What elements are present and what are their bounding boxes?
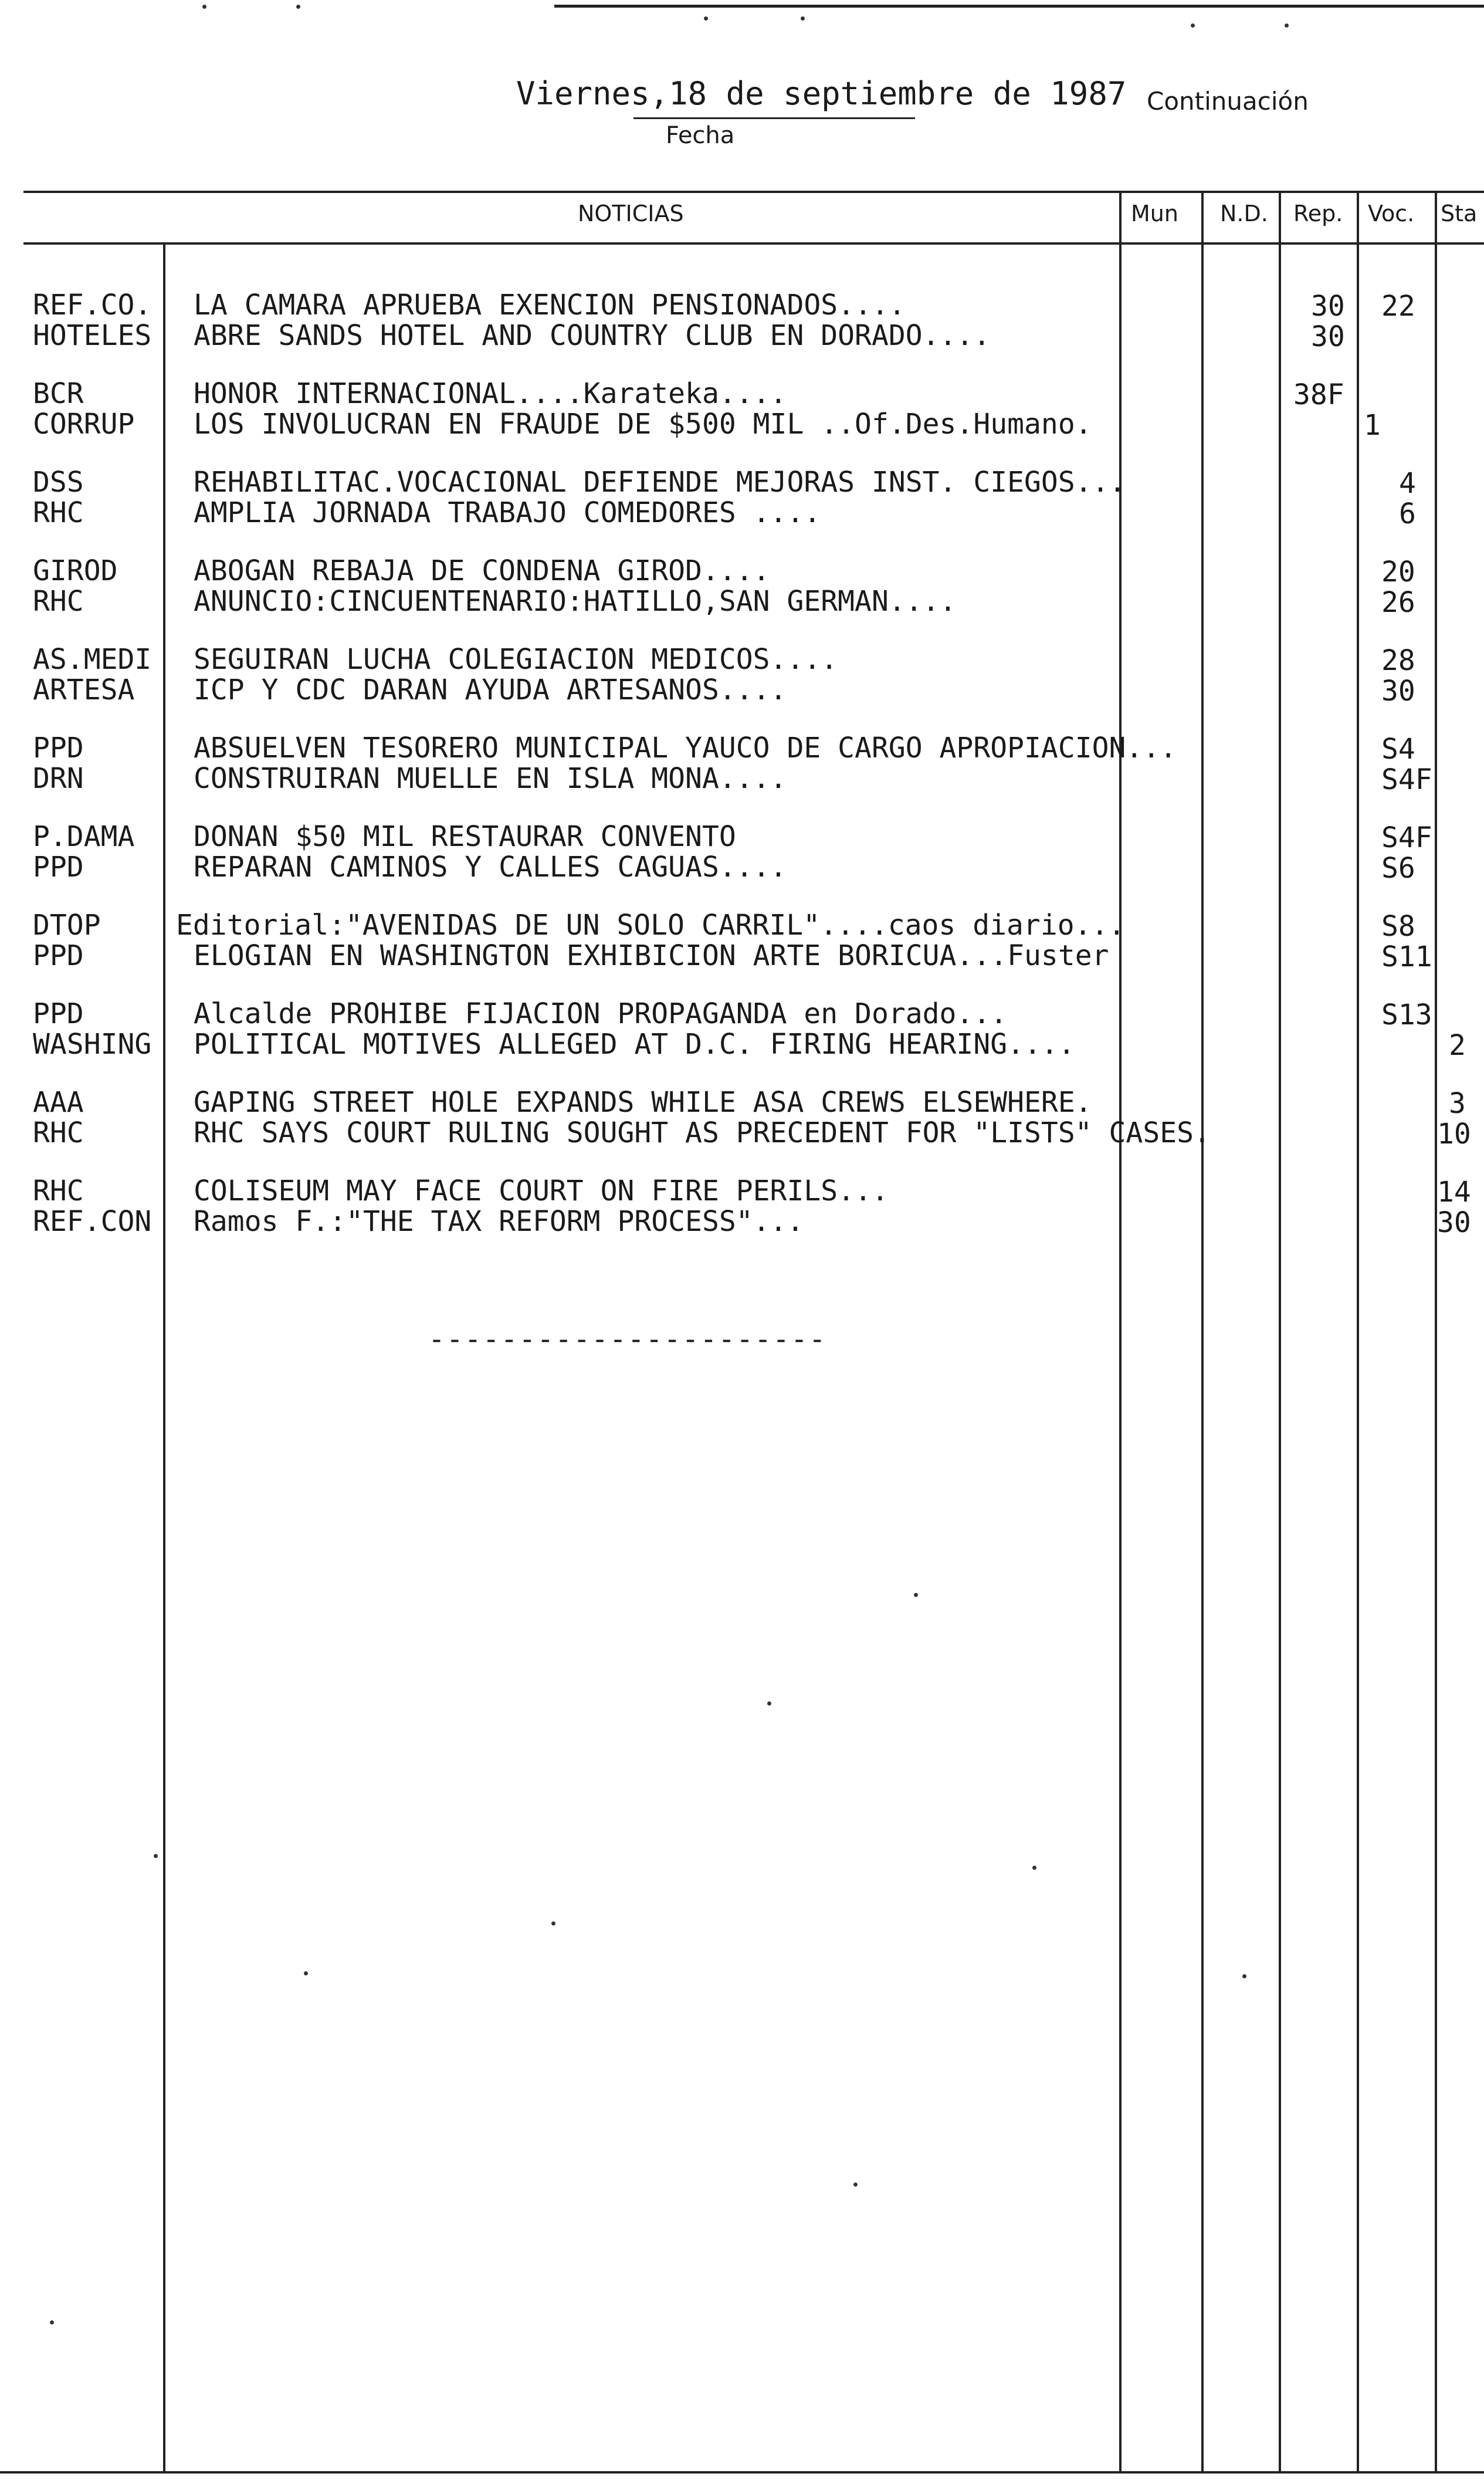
row-code: PPD [33,997,84,1030]
row-title: ABSUELVEN TESORERO MUNICIPAL YAUCO DE CARGO APROPIACION... [194,732,1177,764]
continuation-label: Continuación [1147,87,1309,116]
row-title: ABRE SANDS HOTEL AND COUNTRY CLUB EN DORADO.... [194,319,991,352]
row-title: LA CAMARA APRUEBA EXENCION PENSIONADOS.... [194,289,906,322]
column-header-nd: N.D. [1220,201,1268,226]
row-title: SEGUIRAN LUCHA COLEGIACION MEDICOS.... [194,643,838,676]
scan-speck [853,2183,858,2187]
scan-speck [202,5,206,9]
top-edge-line [554,5,1484,8]
scan-speck [1242,1974,1246,1978]
voc-column-divider [1357,191,1359,2472]
row-title: Alcalde PROHIBE FIJACION PROPAGANDA en Dorado... [194,997,1008,1030]
row-code: AAA [33,1086,84,1119]
row-title: AMPLIA JORNADA TRABAJO COMEDORES .... [194,496,821,529]
scan-speck [304,1971,308,1975]
row-rep: 30 [1311,290,1345,323]
row-code: CORRUP [33,408,135,441]
row-voc: S8 [1381,910,1415,943]
row-code: DSS [33,466,84,499]
scan-speck [154,1854,158,1858]
row-code: HOTELES [33,319,152,352]
scan-speck [914,1593,918,1597]
row-star: 2 [1449,1029,1466,1062]
row-title: HONOR INTERNACIONAL....Karateka.... [194,377,787,410]
column-header-rep: Rep. [1293,201,1343,226]
row-star: 3 [1449,1087,1466,1120]
row-title: GAPING STREET HOLE EXPANDS WHILE ASA CREWS ELSEWHERE. [194,1086,1092,1119]
row-voc: S6 [1381,852,1415,885]
row-code: ARTESA [33,674,135,706]
row-code: RHC [33,1175,84,1207]
row-title: REPARAN CAMINOS Y CALLES CAGUAS.... [194,851,787,884]
row-code: PPD [33,732,84,764]
scan-speck [767,1701,771,1706]
row-title: ABOGAN REBAJA DE CONDENA GIROD.... [194,554,770,587]
column-header-mun: Mun [1131,201,1178,226]
row-voc: 1 [1364,409,1381,442]
row-title: Editorial:"AVENIDAS DE UN SOLO CARRIL"....caos diario... [176,909,1126,942]
scan-speck [1032,1866,1036,1870]
row-voc: S4F [1381,821,1432,854]
row-title: POLITICAL MOTIVES ALLEGED AT D.C. FIRING HEARING.... [194,1028,1075,1061]
row-star: 30 [1437,1206,1471,1239]
table-bottom-rule [0,2471,1484,2474]
column-header-star: Sta [1441,201,1478,226]
scan-speck [1285,23,1289,28]
row-title: RHC SAYS COURT RULING SOUGHT AS PRECEDENT FOR "LISTS" CASES. [194,1116,1211,1149]
row-star: 10 [1437,1118,1471,1151]
row-title: ICP Y CDC DARAN AYUDA ARTESANOS.... [194,674,787,706]
row-voc: 6 [1399,498,1416,530]
row-voc: S11 [1381,940,1432,973]
scan-speck [551,1921,555,1926]
date-label: Fecha [666,122,735,149]
row-code: WASHING [33,1028,152,1061]
column-header-voc: Voc. [1368,201,1415,226]
scan-speck [1191,23,1195,28]
row-code: RHC [33,585,84,618]
row-code: PPD [33,939,84,972]
row-code: RHC [33,496,84,529]
row-voc: S4 [1381,733,1415,766]
row-voc: 26 [1381,586,1415,619]
row-title: ANUNCIO:CINCUENTENARIO:HATILLO,SAN GERMAN.... [194,585,957,618]
row-voc: 22 [1381,290,1415,323]
row-code: P.DAMA [33,820,135,853]
row-voc: 28 [1381,644,1415,677]
scan-speck [50,2320,54,2324]
row-title: CONSTRUIRAN MUELLE EN ISLA MONA.... [194,762,787,795]
row-voc: 4 [1399,467,1416,500]
row-code: AS.MEDI [33,643,152,676]
nd-column-divider [1201,191,1204,2472]
row-title: COLISEUM MAY FACE COURT ON FIRE PERILS... [194,1175,889,1207]
row-rep: 30 [1311,320,1345,353]
scan-speck [801,16,805,21]
date-underline [633,117,915,119]
row-title: ELOGIAN EN WASHINGTON EXHIBICION ARTE BORICUA...Fuster [194,939,1109,972]
row-title: LOS INVOLUCRAN EN FRAUDE DE $500 MIL ..Of.Des.Humano. [194,408,1092,441]
row-title: REHABILITAC.VOCACIONAL DEFIENDE MEJORAS INST. CIEGOS... [194,466,1126,499]
rep-column-divider [1279,191,1281,2472]
mun-column-divider [1119,191,1122,2472]
scan-speck [704,16,708,21]
row-code: REF.CON [33,1205,152,1238]
row-code: GIROD [33,554,118,587]
row-title: Ramos F.:"THE TAX REFORM PROCESS"... [194,1205,804,1238]
table-top-rule [23,191,1484,193]
row-voc: 30 [1381,675,1415,708]
row-code: DTOP [33,909,101,942]
table-header-rule [23,242,1484,245]
code-column-divider [163,242,165,2472]
row-code: BCR [33,377,84,410]
row-title: DONAN $50 MIL RESTAURAR CONVENTO [194,820,736,853]
end-separator: ---------------------- [428,1323,827,1356]
row-star: 14 [1437,1176,1471,1209]
row-code: DRN [33,762,84,795]
scan-speck [296,5,300,9]
star-column-divider [1435,191,1437,2472]
row-code: PPD [33,851,84,884]
row-voc: S4F [1381,763,1432,796]
row-voc: 20 [1381,556,1415,588]
report-date: Viernes,18 de septiembre de 1987 [516,75,1127,112]
row-rep: 38F [1293,378,1344,411]
row-voc: S13 [1381,999,1432,1031]
column-header-noticias: NOTICIAS [578,201,684,226]
row-code: RHC [33,1116,84,1149]
row-code: REF.CO. [33,289,152,322]
